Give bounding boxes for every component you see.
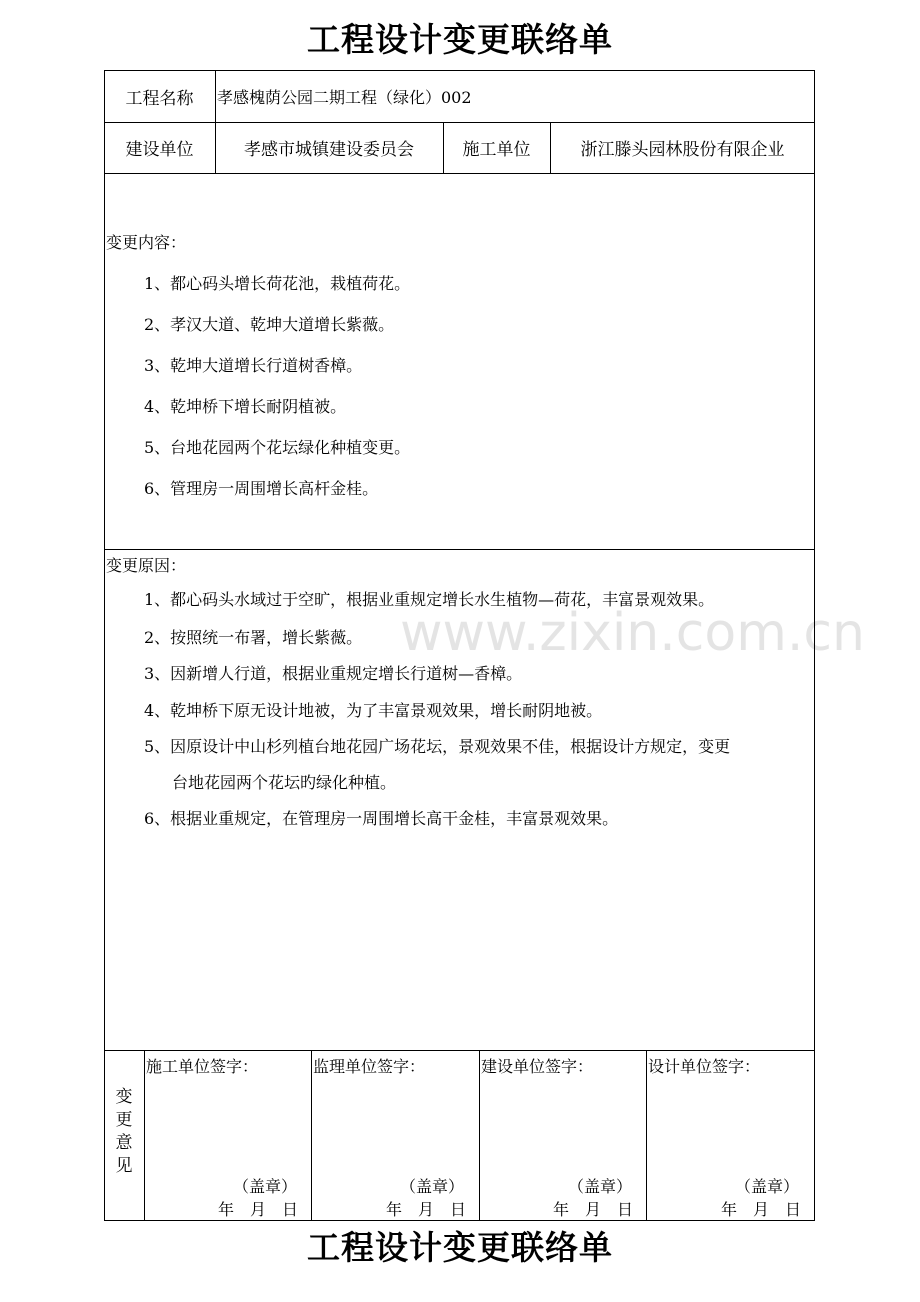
project-name-value: 孝感槐荫公园二期工程（绿化）002 (217, 87, 472, 107)
change-opinion-label: 变更意见 (115, 1087, 133, 1176)
builder-date: 年 月 日 (553, 1200, 634, 1219)
builder-seal: （盖章） (568, 1177, 633, 1196)
col-divider (646, 1050, 647, 1221)
change-content-item: 6、管理房一周围增长高杆金桂。 (144, 479, 379, 498)
change-reason-item: 6、根据业重规定，在管理房一周围增长高干金桂，丰富景观效果。 (144, 809, 619, 828)
change-reason-clip (144, 734, 814, 758)
change-content-item: 4、乾坤桥下增长耐阴植被。 (144, 397, 347, 416)
supervisor-signature-label: 监理单位签字： (313, 1057, 426, 1076)
change-content-label: 变更内容： (106, 233, 187, 252)
contractor-label: 施工单位 (462, 140, 531, 160)
row-divider (104, 549, 815, 550)
change-content-item: 1、都心码头增长荷花池，栽植荷花。 (144, 274, 411, 293)
change-reason-label: 变更原因： (106, 556, 187, 575)
builder-label: 建设单位 (125, 140, 194, 160)
change-reason-item: 台地花园两个花坛旳绿化种植。 (172, 773, 397, 792)
change-reason-item: 3、因新增人行道，根据业重规定增长行道树—香樟。 (144, 664, 523, 683)
col-divider (479, 1050, 480, 1221)
contractor-date: 年 月 日 (218, 1200, 299, 1219)
designer-seal: （盖章） (735, 1177, 800, 1196)
document-title: 工程设计变更联络单 (307, 20, 613, 59)
row-divider (104, 1050, 815, 1051)
change-content-item: 3、乾坤大道增长行道树香樟。 (144, 356, 363, 375)
supervisor-seal: （盖章） (400, 1177, 465, 1196)
change-reason-item: 5、因原设计中山杉列植台地花园广场花坛，景观效果不佳，根据设计方规定，变更 (144, 737, 731, 756)
designer-signature-label: 设计单位签字： (648, 1057, 761, 1076)
builder-signature-label: 建设单位签字： (481, 1057, 594, 1076)
watermark: www.zixin.com.cn (400, 603, 865, 663)
change-reason-item: 4、乾坤桥下原无设计地被，为了丰富景观效果，增长耐阴地被。 (144, 701, 603, 720)
change-content-item: 2、孝汉大道、乾坤大道增长紫薇。 (144, 315, 395, 334)
change-content-item: 5、台地花园两个花坛绿化种植变更。 (144, 438, 411, 457)
change-reason-item: 1、都心码头水域过于空旷，根据业重规定增长水生植物—荷花，丰富景观效果。 (144, 590, 715, 609)
row-divider (104, 173, 815, 174)
contractor-value: 浙江滕头园林股份有限企业 (580, 140, 785, 160)
supervisor-date: 年 月 日 (386, 1200, 467, 1219)
change-reason-item: 2、按照统一布署，增长紫薇。 (144, 628, 363, 647)
project-name-label: 工程名称 (125, 88, 194, 109)
contractor-seal: （盖章） (233, 1177, 298, 1196)
builder-value: 孝感市城镇建设委员会 (244, 140, 414, 160)
contractor-signature-label: 施工单位签字： (146, 1057, 259, 1076)
designer-date: 年 月 日 (721, 1200, 802, 1219)
footer-title: 工程设计变更联络单 (307, 1228, 613, 1267)
col-divider (311, 1050, 312, 1221)
col-divider (144, 1050, 145, 1221)
